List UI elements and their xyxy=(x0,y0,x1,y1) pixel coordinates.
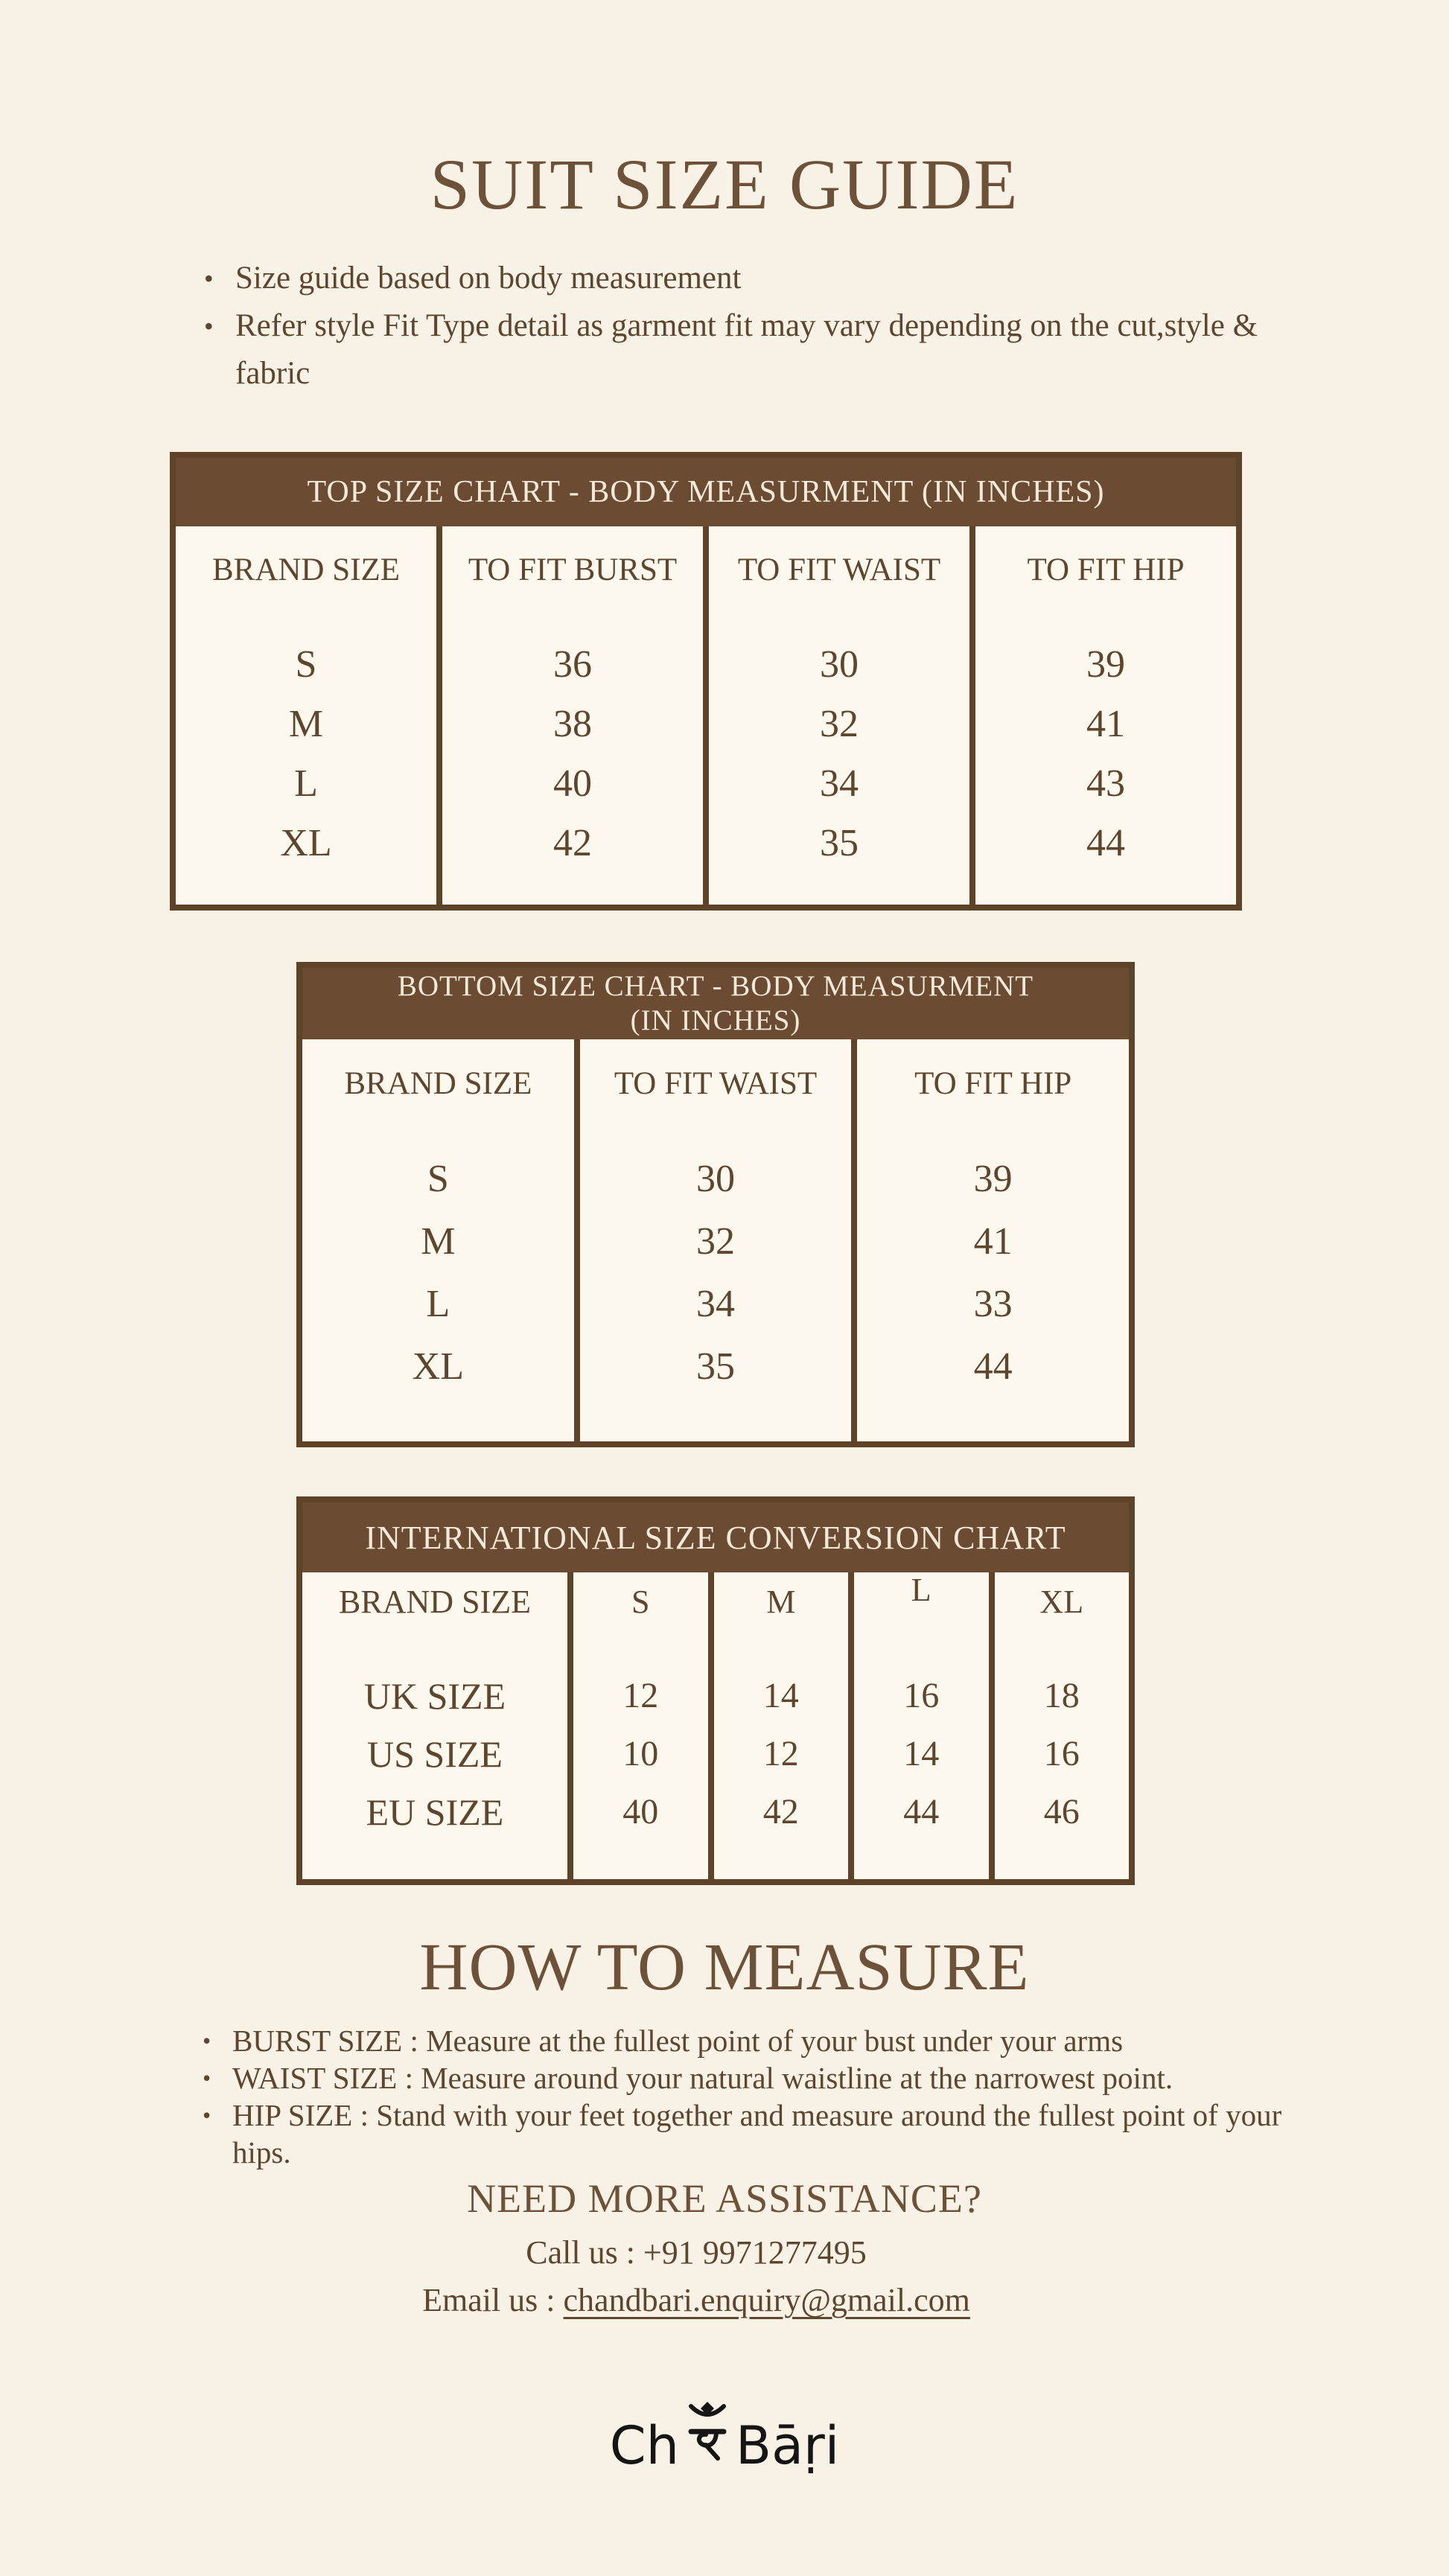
column-header: TO FIT WAIST xyxy=(614,1066,818,1101)
size-value: 10 xyxy=(622,1734,659,1773)
note-item: • Size guide based on body measurement xyxy=(200,255,1316,302)
column-to-fit-waist xyxy=(703,526,969,905)
region-label: UK SIZE xyxy=(363,1675,506,1717)
column-brand-size xyxy=(302,1572,567,1879)
hip-value: 33 xyxy=(973,1283,1013,1325)
email-label: Email us : xyxy=(422,2282,564,2318)
hip-value: 44 xyxy=(1086,822,1125,864)
waist-value: 32 xyxy=(820,703,859,745)
column-to-fit-hip xyxy=(851,1039,1129,1441)
hip-value: 44 xyxy=(973,1345,1013,1388)
column-size-l xyxy=(848,1572,989,1879)
size-value: 44 xyxy=(903,1792,940,1831)
brand-size-value: XL xyxy=(412,1345,464,1388)
column-size-s xyxy=(567,1572,708,1879)
header-line-1: BOTTOM SIZE CHART - BODY MEASURMENT xyxy=(397,970,1034,1002)
brand-logo xyxy=(0,2403,1449,2487)
column-header: L xyxy=(911,1572,932,1608)
devanagari-da-candrabindu-icon xyxy=(684,2399,731,2483)
region-label: EU SIZE xyxy=(366,1791,504,1833)
hip-value: 41 xyxy=(973,1220,1013,1263)
column-header: BRAND SIZE xyxy=(344,1066,532,1101)
header-line-2: (IN INCHES) xyxy=(630,1004,801,1036)
waist-value: 32 xyxy=(696,1220,735,1263)
size-value: 14 xyxy=(903,1734,940,1773)
email-link[interactable]: chandbari.enquiry@gmail.com xyxy=(563,2282,970,2318)
column-to-fit-waist xyxy=(574,1039,852,1441)
measure-instruction: • WAIST SIZE : Measure around your natural waistline at the narrowest point. xyxy=(200,2059,1287,2097)
measure-instruction: • HIP SIZE : Stand with your feet together and measure around the fullest point of your hips. xyxy=(200,2097,1287,2171)
waist-value: 30 xyxy=(820,643,859,686)
brand-size-value: L xyxy=(426,1283,450,1325)
measure-instruction: • BURST SIZE : Measure at the fullest point of your bust under your arms xyxy=(200,2022,1287,2059)
column-to-fit-hip xyxy=(969,526,1236,905)
column-header: S xyxy=(631,1584,650,1620)
burst-value: 42 xyxy=(553,822,592,864)
size-value: 14 xyxy=(762,1676,799,1715)
logo-text-prefix: Ch xyxy=(609,2414,680,2476)
international-size-chart-header: INTERNATIONAL SIZE CONVERSION CHART xyxy=(302,1502,1129,1572)
top-size-chart xyxy=(170,452,1242,911)
bottom-size-chart xyxy=(296,962,1135,1447)
size-value: 46 xyxy=(1043,1792,1080,1831)
column-header: BRAND SIZE xyxy=(339,1584,531,1620)
column-header: TO FIT HIP xyxy=(914,1066,1072,1101)
column-to-fit-burst xyxy=(436,526,703,905)
burst-value: 40 xyxy=(553,762,592,805)
how-to-measure-title: HOW TO MEASURE xyxy=(419,1931,1030,2004)
size-value: 12 xyxy=(622,1676,659,1715)
brand-size-value: M xyxy=(421,1220,456,1263)
call-us-line: Call us : +91 9971277495 xyxy=(526,2234,867,2271)
column-brand-size xyxy=(176,526,436,905)
size-value: 16 xyxy=(1043,1734,1080,1773)
assistance-title: NEED MORE ASSISTANCE? xyxy=(467,2176,982,2221)
size-value: 18 xyxy=(1043,1676,1080,1715)
waist-value: 34 xyxy=(696,1283,735,1325)
column-header: TO FIT HIP xyxy=(1027,552,1185,587)
size-value: 16 xyxy=(903,1676,940,1715)
hip-value: 39 xyxy=(973,1158,1013,1200)
column-header: TO FIT BURST xyxy=(468,552,678,587)
waist-value: 35 xyxy=(820,822,859,864)
logo-text-suffix: Bāṛi xyxy=(736,2414,840,2476)
column-header: BRAND SIZE xyxy=(211,552,401,587)
size-value: 40 xyxy=(622,1792,659,1831)
brand-size-value: M xyxy=(288,703,324,745)
email-us-line xyxy=(0,2281,1421,2319)
column-size-m xyxy=(708,1572,849,1879)
burst-value: 36 xyxy=(553,643,592,686)
brand-size-value: L xyxy=(294,762,318,805)
international-size-chart xyxy=(296,1496,1135,1885)
column-header: TO FIT WAIST xyxy=(737,552,941,587)
bottom-size-chart-header xyxy=(302,968,1129,1039)
brand-size-value: XL xyxy=(280,822,332,864)
note-item: • Refer style Fit Type detail as garment fit may vary depending on the cut,style & fabric xyxy=(200,302,1316,398)
hip-value: 39 xyxy=(1086,643,1125,686)
burst-value: 38 xyxy=(553,703,592,745)
waist-value: 35 xyxy=(696,1345,735,1388)
column-header: M xyxy=(766,1584,796,1620)
column-size-xl xyxy=(989,1572,1130,1879)
column-brand-size xyxy=(302,1039,574,1441)
brand-size-value: S xyxy=(295,643,317,686)
top-size-chart-header: TOP SIZE CHART - BODY MEASURMENT (IN INCHES) xyxy=(176,458,1236,526)
intro-notes xyxy=(200,255,1316,398)
waist-value: 30 xyxy=(696,1158,735,1200)
region-label: US SIZE xyxy=(367,1733,503,1775)
page-title: SUIT SIZE GUIDE xyxy=(430,144,1019,224)
size-value: 12 xyxy=(762,1734,799,1773)
size-value: 42 xyxy=(762,1792,799,1831)
brand-size-value: S xyxy=(427,1158,449,1200)
hip-value: 41 xyxy=(1086,703,1125,745)
column-header: XL xyxy=(1039,1584,1084,1620)
how-to-measure-list xyxy=(200,2022,1287,2171)
hip-value: 43 xyxy=(1086,762,1125,805)
waist-value: 34 xyxy=(820,762,859,805)
